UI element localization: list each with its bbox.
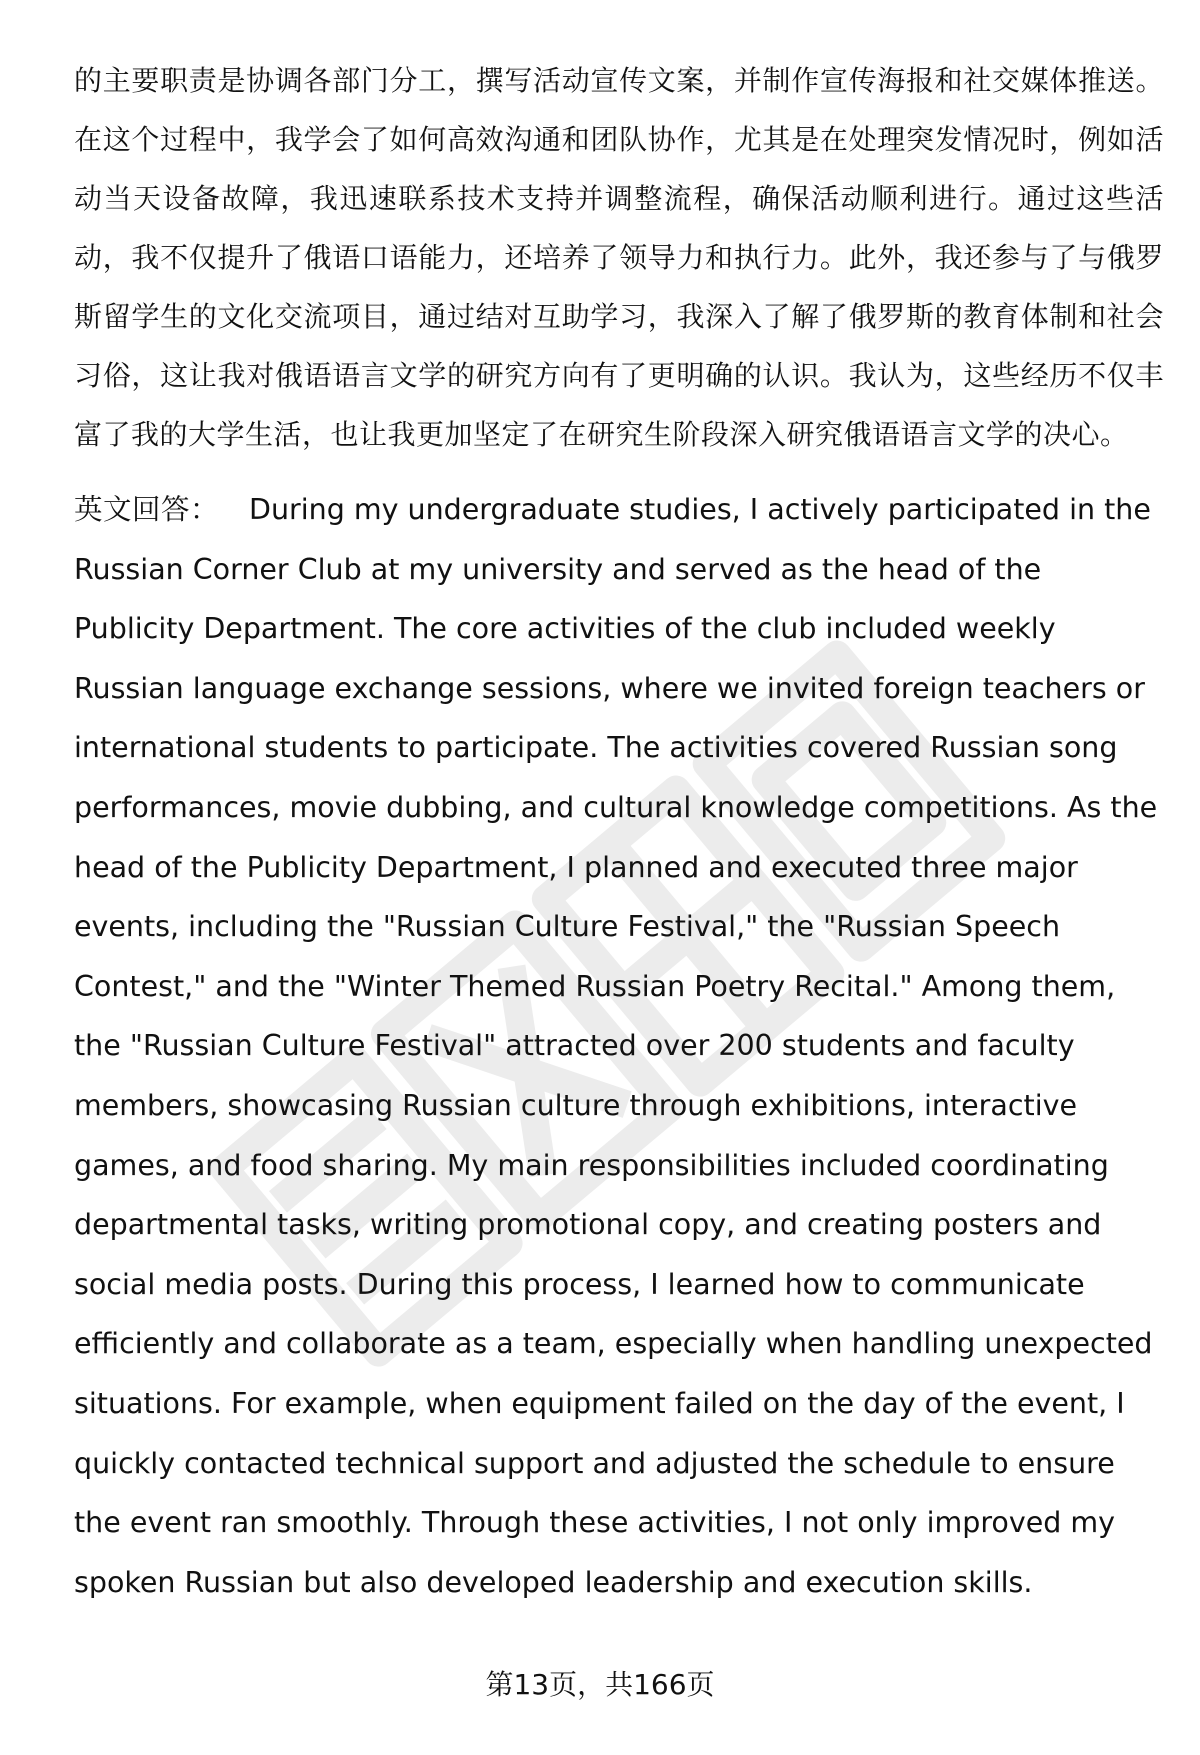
english-answer-text: During my undergraduate studies, I actively participated in the Russian Corner Club at my university and served as the head of the Publicity Department. The core activities of the club included weekly Russian language exchange sessions, where we invited foreign teachers or international students to participate. The activities covered Russian song performances, movie dubbing, and cultural knowledge competitions. As the head of the Publicity Department, I planned and executed three major events, including the "Russian Culture Festival," the "Russian Speech Contest," and the "Winter Themed Russian Poetry Recital." Among them, the "Russian Culture Festival" attracted over 200 students and faculty members, showcasing Russian culture through exhibitions, interactive games, and food sharing. My main responsibilities included coordinating departmental tasks, writing promotional copy, and creating posters and social media posts. During this process, I learned how to communicate efficiently and collaborate as a team, especially when handling unexpected situations. For example, when equipment failed on the day of the event, I quickly contacted technical support and adjusted the schedule to ensure the event ran smoothly. Through these activities, I not only improved my spoken Russian but also developed leadership and execution skills. (74, 493, 1158, 1599)
english-answer-label: 英文回答： (74, 493, 220, 526)
english-answer-paragraph (74, 480, 1164, 1612)
page-number-footer: 第13页，共166页 (485, 1668, 715, 1701)
page-content (74, 51, 1164, 1612)
chinese-answer-paragraph: 的主要职责是协调各部门分工，撰写活动宣传文案，并制作宣传海报和社交媒体推送。在这个过程中，我学会了如何高效沟通和团队协作，尤其是在处理突发情况时，例如活动当天设备故障，我迅速联系技术支持并调整流程，确保活动顺利进行。通过这些活动，我不仅提升了俄语口语能力，还培养了领导力和执行力。此外，我还参与了与俄罗斯留学生的文化交流项目，通过结对互助学习，我深入了解了俄罗斯的教育体制和社会习俗，这让我对俄语语言文学的研究方向有了更明确的认识。我认为，这些经历不仅丰富了我的大学生活，也让我更加坚定了在研究生阶段深入研究俄语语言文学的决心。 (74, 64, 1164, 451)
